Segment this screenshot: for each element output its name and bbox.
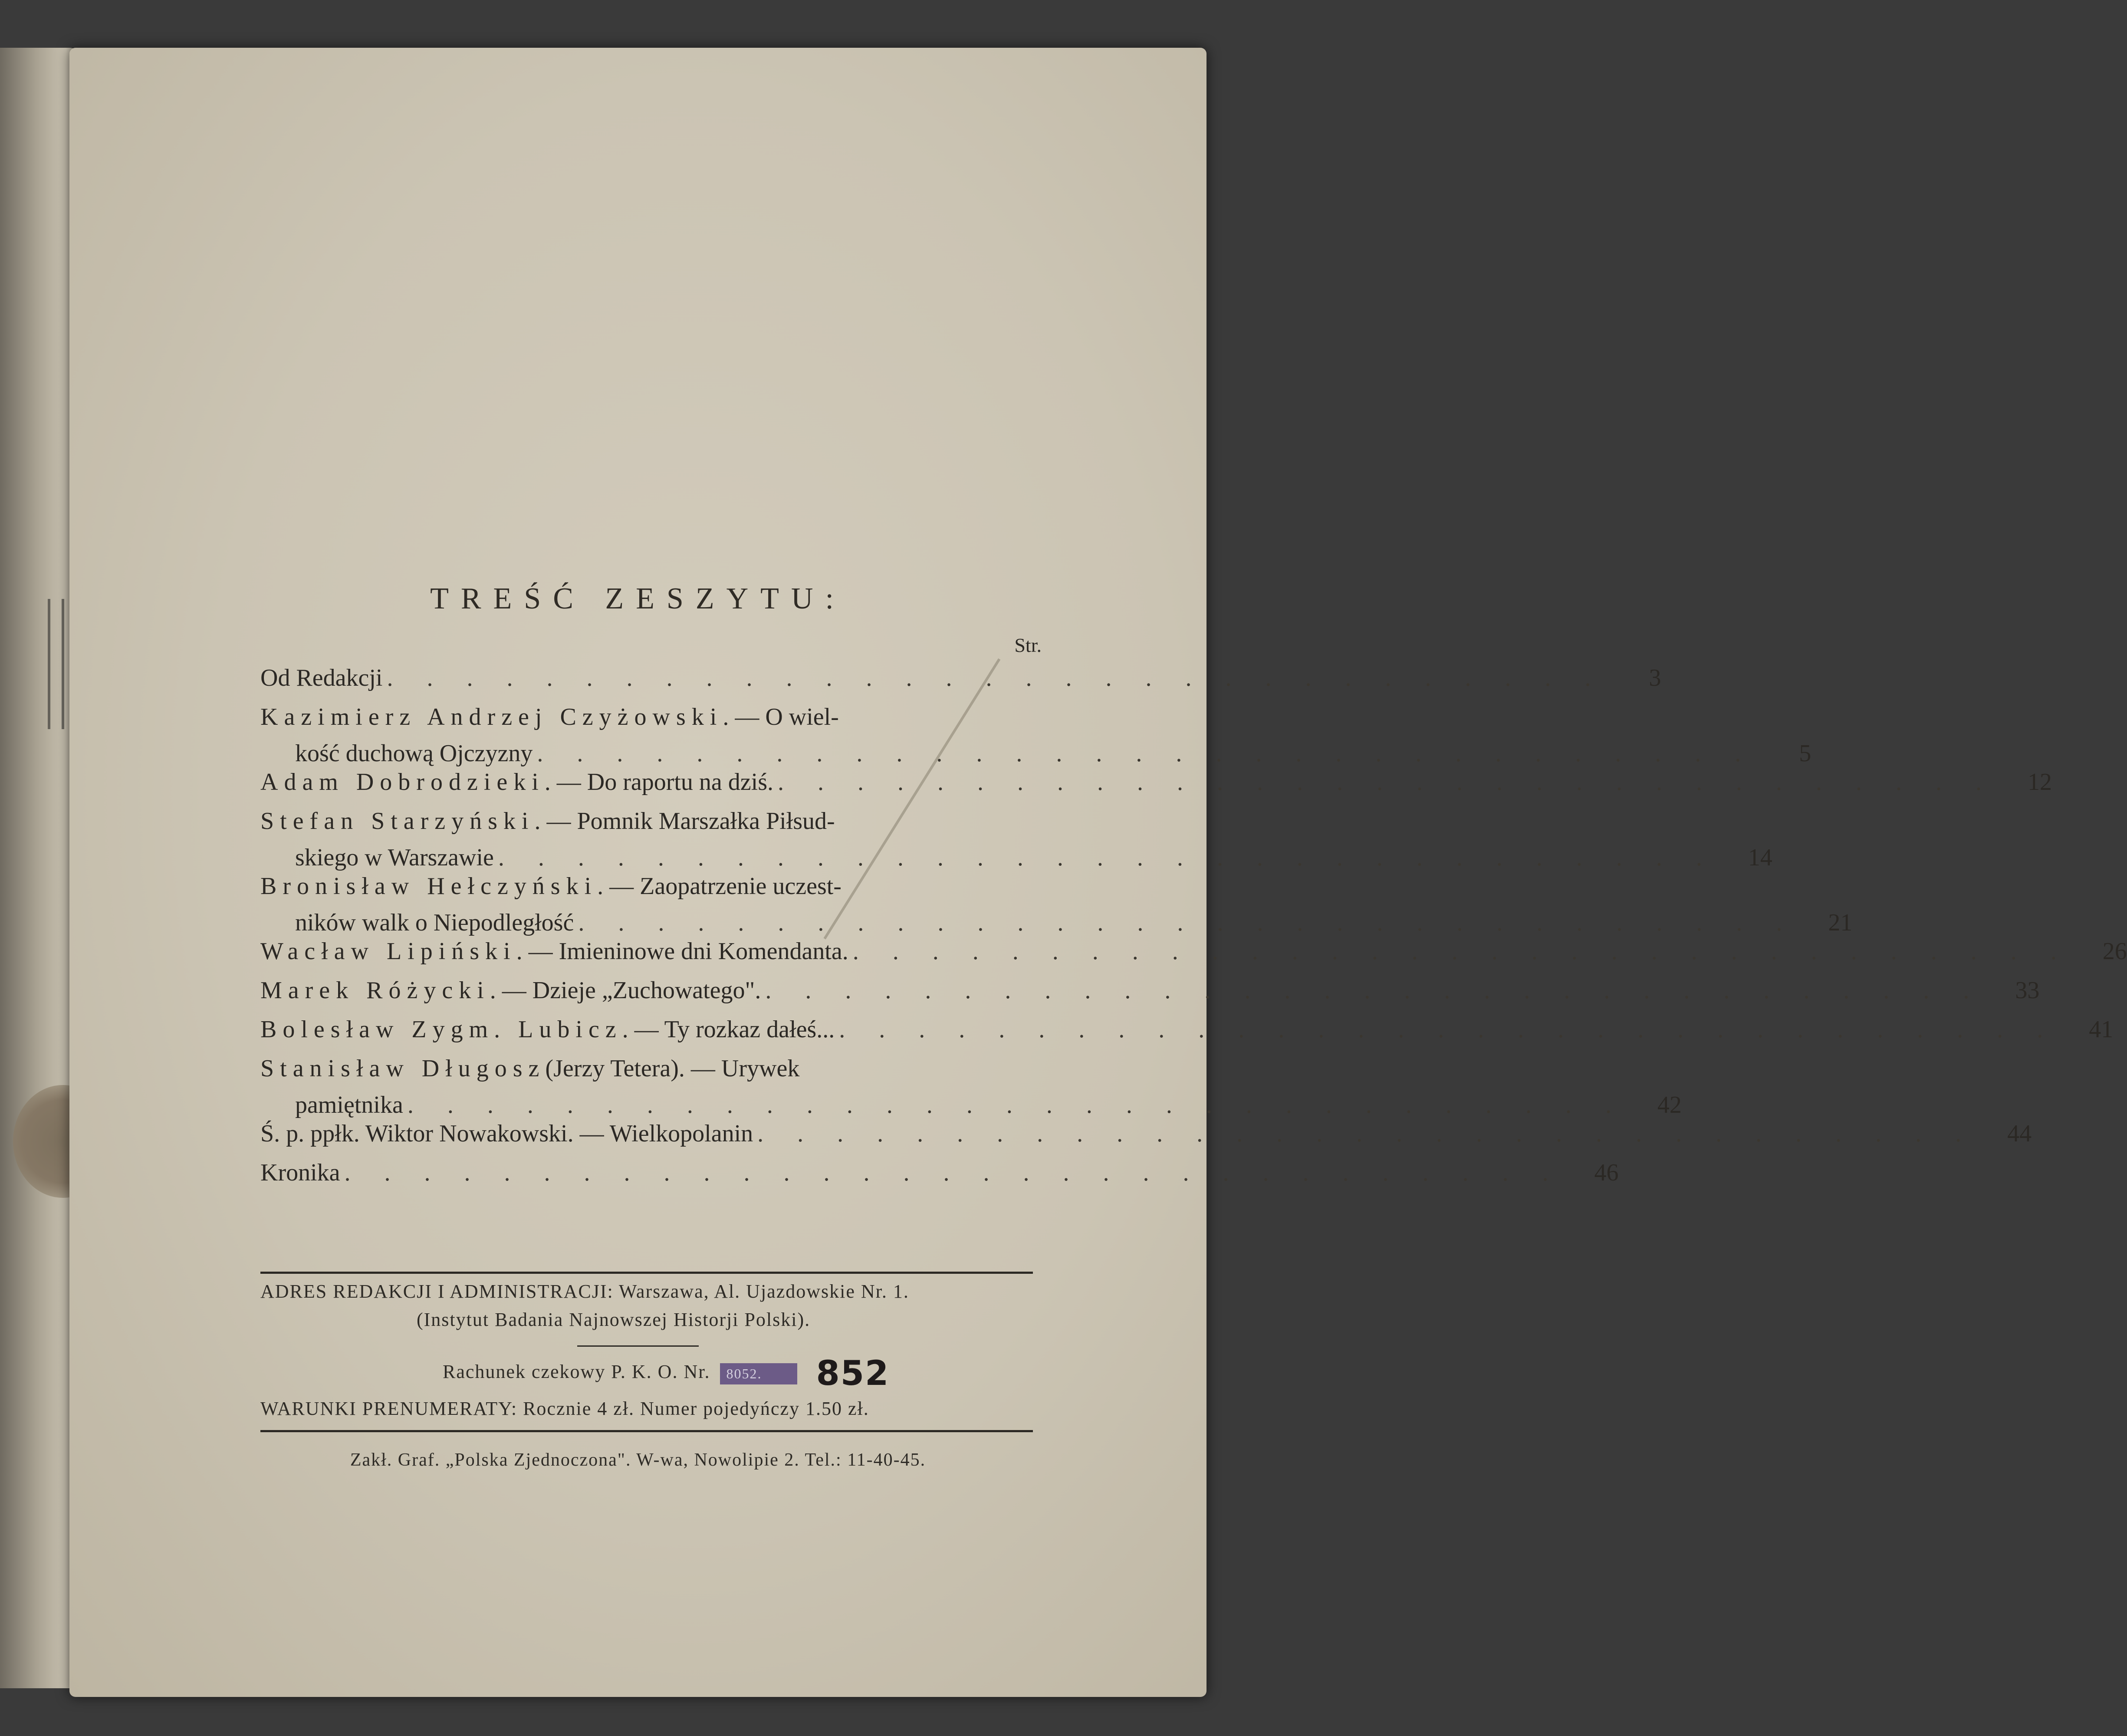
entry-title: — Dzieje „Zuchowatego". xyxy=(502,977,761,1004)
page-column-label: Str. xyxy=(1014,634,1042,656)
account-label: Rachunek czekowy P. K. O. Nr. xyxy=(443,1361,710,1383)
entry-author: Bolesław Zygm. Lubicz. xyxy=(260,1016,634,1043)
entry-title: — O wiel- xyxy=(735,704,839,730)
toc-entry xyxy=(260,803,1772,876)
leader-dots: . . . . . . . . . . . . . . . . . . . . . . . . . . . . . . . xyxy=(537,740,1755,767)
entry-title: — Ty rozkaz dałeś... xyxy=(634,1016,835,1043)
handwritten-number: 852 xyxy=(816,1354,890,1393)
short-rule xyxy=(577,1345,699,1347)
toc-entry xyxy=(260,972,2040,1009)
binding-stitch xyxy=(48,599,64,729)
entry-title: — Pomnik Marszałka Piłsud- xyxy=(546,808,835,835)
entry-author: Kazimierz Andrzej Czyżowski. xyxy=(260,704,735,730)
entry-author: Marek Różycki. xyxy=(260,977,502,1004)
leader-dots: . . . . . . . . . . . . . . . . . . . . . . . . . . . . . . . xyxy=(498,844,1716,871)
leader-dots: . . . . . . . . . . . . . . . . . . . . . . . . . . . . . . . xyxy=(344,1159,1562,1186)
editorial-address: ADRES REDAKCJI I ADMINISTRACJI: Warszawa, Al. Ujazdowskie Nr. 1. xyxy=(260,1281,909,1302)
toc-entry xyxy=(260,1050,1682,1123)
entry-author: Stefan Starzyński. xyxy=(260,808,547,835)
toc-entry xyxy=(260,1154,1619,1191)
toc-entry xyxy=(260,764,2052,800)
toc-entry xyxy=(260,1115,2032,1152)
institute-name: (Instytut Badania Najnowszej Historji Polski). xyxy=(417,1309,811,1330)
account-stamp: 8052. xyxy=(720,1363,797,1384)
leader-dots: . . . . . . . . . . . . . . . . . . . . . . . . . . . . . . . xyxy=(757,1120,1976,1147)
entry-page-number: 46 xyxy=(1594,1159,1619,1186)
entry-author: Stanisław Długosz xyxy=(260,1055,546,1082)
entry-page-number: 12 xyxy=(2028,769,2052,796)
entry-page-number: 14 xyxy=(1748,844,1772,871)
entry-title: — Zaopatrzenie uczest- xyxy=(609,873,842,900)
leader-dots: . . . . . . . . . . . . . . . . . . . . . . . . . . . . . . . xyxy=(387,664,1605,691)
leader-dots: . . . . . . . . . . . . . . . . . . . . . . . . . . . . . . . xyxy=(778,769,1996,796)
entry-page-number: 41 xyxy=(2089,1016,2114,1043)
entry-page-number: 42 xyxy=(1657,1092,1682,1118)
account-line xyxy=(260,1354,1215,1393)
entry-title-continued: skiego w Warszawie xyxy=(295,844,494,871)
entry-title: Ś. p. ppłk. Wiktor Nowakowski. — Wielkopolanin xyxy=(260,1120,753,1147)
leader-dots: . . . . . . . . . . . . . . . . . . . . . . . . . . . . . . . xyxy=(578,909,1796,936)
entry-title: — Do raportu na dziś. xyxy=(556,769,773,796)
leader-dots: . . . . . . . . . . . . . . . . . . . . . . . . . . . . . . . xyxy=(852,938,2071,965)
toc-entry xyxy=(260,868,1853,941)
printer-imprint: Zakł. Graf. „Polska Zjednoczona". W-wa, Nowolipie 2. Tel.: 11-40-45. xyxy=(350,1450,926,1470)
entry-page-number: 44 xyxy=(2007,1120,2032,1147)
toc-entry xyxy=(260,660,1661,696)
contents-page xyxy=(69,48,2127,1697)
entry-title-continued: kość duchową Ojczyzny xyxy=(295,740,533,767)
leader-dots: . . . . . . . . . . . . . . . . . . . . . . . . . . . . . . . xyxy=(839,1016,2057,1043)
toc-entry xyxy=(260,933,2127,970)
entry-author: Bronisław Hełczyński. xyxy=(260,873,610,900)
entry-page-number: 5 xyxy=(1799,740,1811,767)
toc-entry xyxy=(260,699,1811,772)
entry-title: Od Redakcji xyxy=(260,664,383,691)
entry-title: Kronika xyxy=(260,1159,340,1186)
entry-title: — Imieninowe dni Komendanta. xyxy=(528,938,848,965)
entry-page-number: 33 xyxy=(2015,977,2040,1004)
entry-title: (Jerzy Tetera). — Urywek xyxy=(545,1055,800,1082)
entry-page-number: 26 xyxy=(2102,938,2127,965)
footer-top-rule xyxy=(260,1272,1033,1274)
leader-dots: . . . . . . . . . . . . . . . . . . . . . . . . . . . . . . . xyxy=(407,1092,1625,1118)
leader-dots: . . . . . . . . . . . . . . . . . . . . . . . . . . . . . . . xyxy=(765,977,1983,1004)
page-title: TREŚĆ ZESZYTU: xyxy=(430,582,846,615)
entry-author: Wacław Lipiński. xyxy=(260,938,529,965)
entry-author: Adam Dobrodzieki. xyxy=(260,769,557,796)
footer-bottom-rule xyxy=(260,1430,1033,1432)
subscription-terms: WARUNKI PRENUMERATY: Rocznie 4 zł. Numer pojedyńczy 1.50 zł. xyxy=(260,1398,869,1419)
toc-entry xyxy=(260,1011,2114,1048)
entry-page-number: 3 xyxy=(1649,664,1661,691)
entry-page-number: 21 xyxy=(1828,909,1853,936)
entry-title-continued: pamiętnika xyxy=(295,1092,403,1118)
entry-title-continued: ników walk o Niepodległość xyxy=(295,909,574,936)
